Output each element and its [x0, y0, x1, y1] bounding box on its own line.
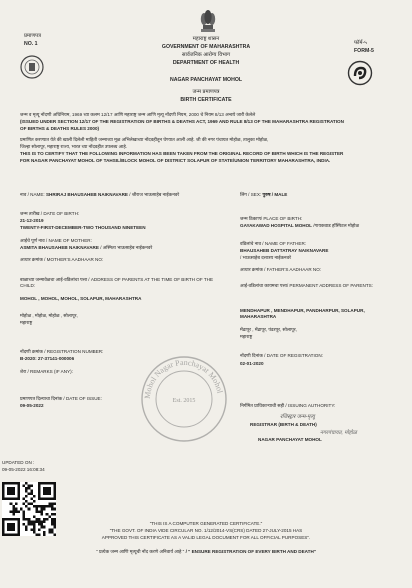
addr-birth-label: बाळाच्या जन्मावेळचा आई-वडिलांचा पत्ता / ADDRESS OF PARENTS AT THE TIME OF BIRTH OF THE CHILD:	[20, 277, 214, 288]
registrar-title: REGISTRAR (BIRTH & DEATH)	[250, 422, 317, 427]
sex-value: पुरुष / MALE	[262, 192, 288, 197]
issuer-hi: निर्गमित प्राधिकाऱ्याची सही	[240, 403, 285, 408]
updated-label: UPDATED ON :	[2, 460, 35, 465]
form-label-hi: फॉर्म-५	[354, 40, 367, 46]
dept-en: DEPARTMENT OF HEALTH	[172, 60, 240, 66]
issuer-label: / ISSUING AUTHORITY:	[285, 403, 336, 408]
addr-perm-value-hi2: महाराष्ट्र	[240, 334, 253, 339]
reg-no-label: नोंदणी क्रमांक / REGISTRATION NUMBER:	[20, 349, 104, 354]
reg-no-value: B-2020: 27-37141-000006	[20, 356, 75, 361]
footer-line2: "THE GOVT. OF INDIA VIDE CIRCULAR NO. 1/12/2014-VS(CRS) DATED 27-JULY-2015 HAS	[109, 528, 303, 533]
updated-value: 09-05-2022 16:08:34	[2, 467, 45, 472]
dob-label: जन्म तारीख / DATE OF BIRTH:	[20, 211, 80, 216]
intro-line7: FOR NAGAR PANCHAYAT MOHOL OF TAHSIL/BLOCK MOHOL OF DISTRICT SOLAPUR OF STATE/UNION TERRITORY MAHARASHTRA, INDIA.	[20, 158, 331, 163]
addr-perm-value: MENDHAPUR , MENDHAPUR, PANDHARPUR, SOLAPUR, MAHARASHTRA	[240, 308, 365, 319]
intro-line6: THIS IS TO CERTIFY THAT THE FOLLOWING INFORMATION HAS BEEN TAKEN FROM THE ORIGINAL RECORD OF BIRTH WHICH IS THE REGISTER	[20, 151, 344, 156]
addr-birth-value: MOHOL , MOHOL, MOHOL, SOLAPUR, MAHARASHTRA	[20, 296, 142, 301]
footer-line1: "THIS IS A COMPUTER GENERATED CERTIFICATE."	[149, 521, 263, 526]
reg-date-value: 02-01-2020	[240, 361, 264, 366]
father-aadhaar-label: आधार क्रमांक / FATHER'S AADHAAR NO:	[240, 267, 322, 272]
footer-line3: APPROVED THIS CERTIFICATE AS A VALID LEGAL DOCUMENT FOR ALL OFFICIAL PURPOSES".	[101, 535, 311, 540]
footer-line4-en: / " ENSURE REGISTRATION OF EVERY BIRTH AND DEATH"	[185, 549, 316, 554]
father-value: BHAUSAHEB DATTATRAY NAIKNAVARE	[240, 248, 329, 253]
addr-perm-value-hi: मेंढापूर , मेंढापूर, पंढरपूर, सोलापूर,	[240, 327, 297, 332]
title-en: BIRTH CERTIFICATE	[180, 97, 232, 103]
name-value: SHRIRAJ BHAUSAHEB NAIKNAVARE	[45, 192, 128, 197]
stamp-text: नगरपंचायत, मोहोळ	[320, 430, 357, 436]
mother-value: ASMITA BHAUSAHEB NAIKNAVARE	[20, 245, 99, 250]
footer-line4-hi: " प्रत्येक जन्म आणि मृत्यूची नोंद करणे अनिवार्य आहे "	[96, 549, 185, 554]
authority-name: NAGAR PANCHAYAT MOHOL	[169, 77, 243, 83]
father-label: वडिलांचे नाव / NAME OF FATHER:	[240, 241, 307, 246]
name-label: नाव / NAME:	[20, 192, 45, 197]
addr-perm-label: आई-वडिलांचा कायमचा पत्ता/ PERMANENT ADDRESS OF PARENTS:	[240, 283, 373, 288]
addr-birth-value-hi2: महाराष्ट्र	[20, 320, 33, 325]
intro-line4: प्रमाणित करण्यात येते की खाली दिलेली माहिती जन्माच्या मूळ अभिलेखाच्या नोंदवहीतून घेण्यात आली आहे. जी की नगर पंचायत मोहोळ, तालुका मोहोळ,	[20, 137, 269, 142]
sex-row	[240, 192, 287, 198]
form-no: NO. 1	[24, 41, 38, 47]
father-value-hi: / भाऊसाहेब दत्तात्रय नाईकनवरे	[240, 255, 291, 260]
mother-row	[20, 245, 152, 251]
mother-aadhaar-label: आधार क्रमांक / MOTHER'S AADHAAR NO:	[20, 257, 104, 262]
dob-words: TWENTY-FIRST-DECEMBER-TWO THOUSAND NINETEEN	[20, 225, 146, 230]
intro-line1: जन्म व मृत्यू नोंदणी अधिनियम, 1969 च्या कलम 12/17 आणि महाराष्ट्र जन्म आणि मृत्यू नोंदणी नियम, 2000 चे नियम 8/13 अन्वये जारी केलेले	[20, 112, 256, 117]
name-row: नाव / NAME: SHRIRAJ BHAUSAHEB NAIKNAVARE / श्रीराज भाऊसाहेब नाईकनवरे	[20, 192, 180, 197]
form-no-hi: प्रमाणपत्र	[24, 33, 41, 39]
footer-line4	[0, 549, 412, 555]
dob-value: 21-12-2019	[20, 218, 44, 223]
sex-label: लिंग / SEX:	[240, 192, 262, 197]
seal-ring-text: Mohol Nagar Panchayat Mohol	[142, 357, 225, 400]
name-value-hi: श्रीराज भाऊसाहेब नाईकनवरे	[131, 192, 180, 197]
dept-hi: सार्वजनिक आरोग्य विभाग	[181, 52, 231, 58]
national-emblem-icon	[197, 8, 219, 34]
svg-text:Mohol Nagar Panchayat Mohol	[143, 358, 225, 399]
issue-label: प्रमाणपत्र दिल्याचा दिनांक / DATE OF ISSUE:	[20, 396, 102, 401]
seal-center-text: Est. 2015	[172, 398, 196, 404]
issue-value: 09-05-2022	[20, 403, 44, 408]
pob-value-hi: /गायकवाड हॉस्पिटल मोहोळ	[313, 223, 359, 228]
official-seal	[140, 355, 228, 443]
remarks-label: शेरा / REMARKS (IF ANY):	[20, 369, 73, 374]
state-seal-icon	[20, 55, 44, 79]
pob-row	[240, 223, 359, 229]
gov-en: GOVERNMENT OF MAHARASHTRA	[161, 44, 251, 50]
intro-line2: (ISSUED UNDER SECTION 12/17 OF THE REGISTRATION OF BIRTHS & DEATHS ACT, 1969 AND RULE 8/13 OF THE MAHARASHTRA REGISTRATION	[20, 119, 344, 124]
title-hi: जन्म प्रमाणपत्र	[192, 89, 220, 95]
issuer-row	[240, 403, 335, 409]
intro-line3: OF BIRTHS & DEATHS RULES 2000)	[20, 126, 100, 131]
authority-bottom: NAGAR PANCHAYAT MOHOL	[258, 437, 322, 442]
pob-value: GAYAKAWAD HOSPITAL MOHOL	[240, 223, 312, 228]
gov-hi: महाराष्ट्र शासन	[192, 36, 220, 42]
addr-birth-value-hi: मोहोळ , मोहोळ, मोहोळ , सोलापूर,	[20, 313, 78, 318]
pob-label: जन्म ठिकाण/ PLACE OF BIRTH:	[240, 216, 303, 221]
registrar-hi: रजिस्ट्रार जन्म-मृत्यू	[280, 414, 315, 420]
form-label-en: FORM-5	[354, 48, 374, 54]
intro-line5: जिल्हा सोलापूर, महाराष्ट्र राज्य, भारत च्या नोंदवहीत उपलब्ध आहे.	[20, 144, 128, 149]
mother-label: आईचे पूर्ण नाव / NAME OF MOTHER:	[20, 238, 92, 243]
reg-date-label: नोंदणी दिनांक / DATE OF REGISTRATION:	[240, 353, 323, 358]
mother-value-hi: / अस्मिता भाऊसाहेब नाईकनवरे	[100, 245, 153, 250]
